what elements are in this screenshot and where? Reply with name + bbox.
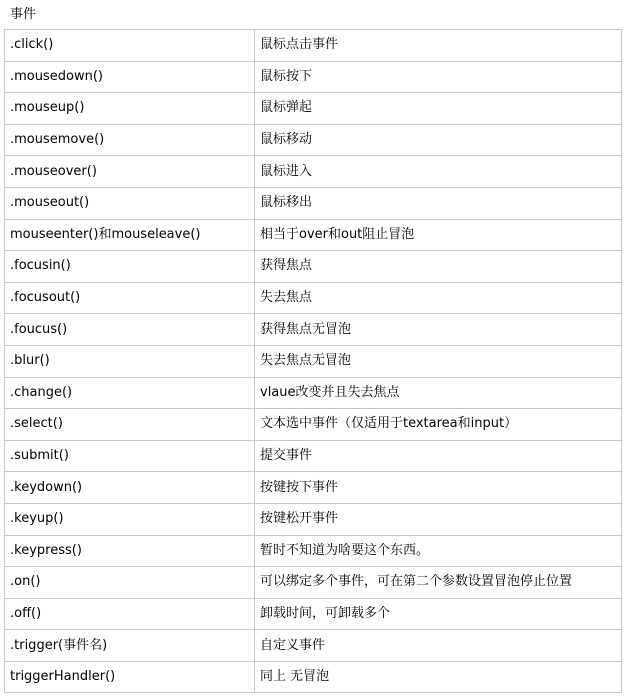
method-cell: .foucus() bbox=[5, 314, 255, 346]
method-cell: .mousedown() bbox=[5, 61, 255, 93]
method-cell: .keydown() bbox=[5, 472, 255, 504]
table-row bbox=[5, 567, 622, 599]
description-cell: 同上 无冒泡 bbox=[255, 661, 622, 693]
table-row bbox=[5, 345, 622, 377]
method-cell: .submit() bbox=[5, 440, 255, 472]
description-cell: 鼠标点击事件 bbox=[255, 30, 622, 62]
table-row bbox=[5, 30, 622, 62]
method-cell: .change() bbox=[5, 377, 255, 409]
description-cell: 相当于over和out阻止冒泡 bbox=[255, 219, 622, 251]
method-cell: .trigger(事件名) bbox=[5, 630, 255, 662]
description-cell: 获得焦点 bbox=[255, 251, 622, 283]
table-row bbox=[5, 187, 622, 219]
description-cell: 自定义事件 bbox=[255, 630, 622, 662]
table-row bbox=[5, 503, 622, 535]
table-row bbox=[5, 377, 622, 409]
method-cell: .mouseup() bbox=[5, 93, 255, 125]
description-cell: 失去焦点无冒泡 bbox=[255, 345, 622, 377]
page-title: 事件 bbox=[10, 7, 37, 22]
method-cell: .mousemove() bbox=[5, 124, 255, 156]
method-cell: .focusin() bbox=[5, 251, 255, 283]
description-cell: 暂时不知道为啥要这个东西。 bbox=[255, 535, 622, 567]
method-cell: mouseenter()和mouseleave() bbox=[5, 219, 255, 251]
method-cell: .off() bbox=[5, 598, 255, 630]
table-row bbox=[5, 282, 622, 314]
description-cell: 获得焦点无冒泡 bbox=[255, 314, 622, 346]
description-cell: 鼠标移动 bbox=[255, 124, 622, 156]
description-cell: 鼠标移出 bbox=[255, 187, 622, 219]
table-row bbox=[5, 251, 622, 283]
table-row bbox=[5, 409, 622, 441]
method-cell: .blur() bbox=[5, 345, 255, 377]
table-row bbox=[5, 598, 622, 630]
description-cell: 提交事件 bbox=[255, 440, 622, 472]
table-row bbox=[5, 472, 622, 504]
method-cell: .mouseout() bbox=[5, 187, 255, 219]
table-row bbox=[5, 440, 622, 472]
table-row bbox=[5, 93, 622, 125]
method-cell: .on() bbox=[5, 567, 255, 599]
description-cell: 鼠标进入 bbox=[255, 156, 622, 188]
table-row bbox=[5, 661, 622, 693]
method-cell: .focusout() bbox=[5, 282, 255, 314]
description-cell: 可以绑定多个事件，可在第二个参数设置冒泡停止位置 bbox=[255, 567, 622, 599]
table-row bbox=[5, 630, 622, 662]
description-cell: 按键按下事件 bbox=[255, 472, 622, 504]
events-table bbox=[4, 29, 622, 693]
table-row bbox=[5, 314, 622, 346]
description-cell: 文本选中事件（仅适用于textarea和input） bbox=[255, 409, 622, 441]
description-cell: 鼠标按下 bbox=[255, 61, 622, 93]
table-row bbox=[5, 156, 622, 188]
method-cell: .keypress() bbox=[5, 535, 255, 567]
description-cell: 鼠标弹起 bbox=[255, 93, 622, 125]
method-cell: .select() bbox=[5, 409, 255, 441]
table-row bbox=[5, 61, 622, 93]
method-cell: triggerHandler() bbox=[5, 661, 255, 693]
method-cell: .keyup() bbox=[5, 503, 255, 535]
table-row bbox=[5, 124, 622, 156]
description-cell: 卸载时间，可卸载多个 bbox=[255, 598, 622, 630]
method-cell: .mouseover() bbox=[5, 156, 255, 188]
table-row bbox=[5, 535, 622, 567]
description-cell: 按键松开事件 bbox=[255, 503, 622, 535]
description-cell: 失去焦点 bbox=[255, 282, 622, 314]
method-cell: .click() bbox=[5, 30, 255, 62]
description-cell: vlaue改变并且失去焦点 bbox=[255, 377, 622, 409]
table-row bbox=[5, 219, 622, 251]
